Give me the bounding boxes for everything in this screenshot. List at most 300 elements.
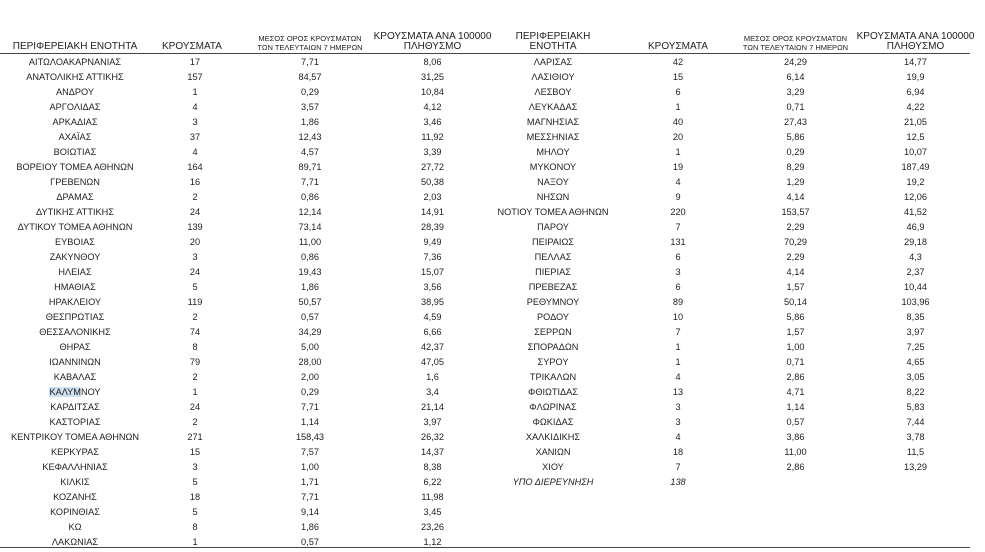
cell-per100k[interactable]: 12,5 — [906, 132, 925, 142]
cell-cases[interactable]: 1 — [192, 387, 198, 397]
cell-avg[interactable]: 3,86 — [786, 432, 805, 442]
cell-cases[interactable]: 4 — [675, 372, 681, 382]
cell-cases[interactable]: 18 — [189, 492, 201, 502]
cell-region[interactable]: ΚΕΦΑΛΛΗΝΙΑΣ — [42, 462, 108, 472]
cell-cases[interactable]: 119 — [187, 297, 203, 307]
cell-avg[interactable]: 0,57 — [301, 537, 319, 547]
cell-cases[interactable]: 79 — [189, 357, 201, 367]
cell-avg[interactable]: 8,29 — [786, 162, 805, 172]
cell-cases[interactable]: 15 — [189, 447, 201, 457]
cell-avg[interactable]: 4,57 — [301, 147, 319, 157]
cell-per100k[interactable]: 8,22 — [906, 387, 925, 397]
cell-region[interactable]: ΚΑΒΑΛΑΣ — [53, 372, 97, 382]
cell-avg[interactable]: 1,14 — [301, 417, 319, 427]
cell-region-highlight: ΚΑΛΥΜ — [49, 387, 81, 397]
cell-cases[interactable]: 10 — [672, 312, 684, 322]
cell-avg[interactable]: 70,29 — [784, 237, 807, 247]
header-cases: ΚΡΟΥΣΜΑΤΑ — [162, 41, 222, 52]
cell-region[interactable]: ΑΧΑΪΑΣ — [58, 132, 92, 142]
cell-region[interactable]: ΝΑΞΟΥ — [537, 177, 569, 187]
table-row — [493, 385, 985, 400]
cell-per100k[interactable]: 4,3 — [909, 252, 922, 262]
cell-cases[interactable]: 15 — [672, 72, 684, 82]
cell-cases[interactable]: 19 — [672, 162, 684, 172]
cell-per100k[interactable]: 27,72 — [421, 162, 444, 172]
cell-avg[interactable]: 84,57 — [298, 72, 322, 82]
cell-avg[interactable]: 7,71 — [301, 402, 319, 412]
table-row — [493, 370, 985, 385]
cell-avg[interactable]: 5,00 — [301, 342, 319, 352]
cell-region[interactable]: ΛΑΚΩΝΙΑΣ — [51, 537, 99, 547]
cell-per100k[interactable]: 6,22 — [423, 477, 442, 487]
cell-cases[interactable]: 3 — [192, 252, 198, 262]
cell-avg[interactable]: 1,57 — [786, 327, 805, 337]
cell-cases[interactable]: 13 — [672, 387, 684, 397]
cell-region[interactable]: ΔΥΤΙΚΟΥ ΤΟΜΕΑ ΑΘΗΝΩΝ — [17, 222, 133, 232]
table-row — [0, 115, 492, 130]
cell-cases[interactable]: 1 — [675, 147, 681, 157]
cell-per100k[interactable]: 47,05 — [421, 357, 444, 367]
table-row — [0, 385, 492, 400]
cell-avg[interactable]: 2,86 — [786, 372, 805, 382]
cell-per100k[interactable]: 3,78 — [906, 432, 925, 442]
cell-avg[interactable]: 1,86 — [301, 117, 319, 127]
table-row — [0, 415, 492, 430]
cell-per100k[interactable]: 7,44 — [906, 417, 925, 427]
cell-avg[interactable]: 0,57 — [786, 417, 805, 427]
cell-cases[interactable]: 3 — [675, 417, 681, 427]
cell-region[interactable]: ΑΝΔΡΟΥ — [55, 87, 94, 97]
cell-cases[interactable]: 3 — [675, 402, 681, 412]
cell-region[interactable]: ΕΥΒΟΙΑΣ — [55, 237, 95, 247]
cell-per100k[interactable]: 19,2 — [906, 177, 925, 187]
cell-per100k[interactable]: 5,83 — [906, 402, 925, 412]
cell-avg[interactable]: 34,29 — [298, 327, 322, 337]
cell-per100k[interactable]: 11,98 — [421, 492, 444, 502]
cell-cases[interactable]: 8 — [192, 342, 198, 352]
table-row — [0, 85, 492, 100]
cell-cases[interactable]: 5 — [192, 282, 198, 292]
cell-region[interactable] — [0, 385, 150, 400]
table-row — [493, 70, 985, 85]
cell-per100k[interactable]: 187,49 — [901, 162, 930, 172]
cell-cases[interactable]: 2 — [192, 192, 198, 202]
cell-region[interactable]: ΧΙΟΥ — [542, 462, 564, 472]
cell-per100k[interactable]: 3,4 — [426, 387, 439, 397]
cell-cases[interactable]: 18 — [672, 447, 684, 457]
cell-region[interactable]: ΜΥΚΟΝΟΥ — [529, 162, 577, 172]
cell-per100k[interactable]: 29,18 — [904, 237, 927, 247]
cell-region[interactable]: ΑΡΚΑΔΙΑΣ — [52, 117, 98, 127]
table-row — [493, 250, 985, 265]
cell-region[interactable]: ΚΑΣΤΟΡΙΑΣ — [49, 417, 101, 427]
cell-avg[interactable]: 1,71 — [301, 477, 319, 487]
cell-per100k[interactable]: 8,38 — [423, 462, 442, 472]
cell-per100k[interactable]: 14,37 — [421, 447, 444, 457]
table-row — [0, 325, 492, 340]
cell-region[interactable]: ΚΩ — [68, 522, 82, 532]
cell-cases[interactable]: 2 — [192, 372, 198, 382]
cell-per100k[interactable]: 4,65 — [906, 357, 925, 367]
cell-region[interactable]: ΗΛΕΙΑΣ — [58, 267, 92, 277]
table-row — [0, 520, 492, 535]
cell-region[interactable]: ΥΠΟ ΔΙΕΡΕΥΝΗΣΗ — [512, 477, 594, 487]
cell-avg[interactable]: 19,43 — [298, 267, 322, 277]
cell-region[interactable]: ΣΕΡΡΩΝ — [534, 327, 572, 337]
cell-region[interactable]: ΧΑΛΚΙΔΙΚΗΣ — [525, 432, 581, 442]
cell-region[interactable]: ΘΗΡΑΣ — [59, 342, 91, 352]
cell-per100k[interactable]: 1,6 — [426, 372, 439, 382]
cell-avg[interactable]: 1,29 — [786, 177, 805, 187]
cell-avg[interactable]: 24,29 — [784, 57, 807, 67]
table-row — [493, 205, 985, 220]
cell-avg[interactable]: 0,86 — [301, 252, 319, 262]
cell-avg[interactable]: 3,29 — [786, 87, 805, 97]
header-avg: ΜΕΣΟΣ ΟΡΟΣ ΚΡΟΥΣΜΑΤΩΝ ΤΩΝ ΤΕΛΕΥΤΑΙΩΝ 7 ΗΜΕΡΩΝ — [257, 34, 363, 52]
cell-avg[interactable]: 1,00 — [301, 462, 319, 472]
cell-avg[interactable]: 1,57 — [786, 282, 805, 292]
cell-region[interactable]: ΜΑΓΝΗΣΙΑΣ — [526, 117, 580, 127]
cell-per100k[interactable]: 7,25 — [906, 342, 925, 352]
cell-avg[interactable]: 11,00 — [784, 447, 807, 457]
cell-per100k[interactable]: 10,07 — [904, 147, 927, 157]
cell-per100k[interactable]: 9,49 — [423, 237, 442, 247]
table-row — [493, 175, 985, 190]
cell-avg[interactable]: 89,71 — [298, 162, 322, 172]
cell-per100k[interactable]: 6,66 — [423, 327, 442, 337]
cell-region[interactable]: ΔΡΑΜΑΣ — [56, 192, 94, 202]
cell-cases[interactable]: 1 — [192, 537, 198, 547]
cell-per100k[interactable]: 2,37 — [906, 267, 925, 277]
cell-per100k[interactable]: 28,39 — [421, 222, 444, 232]
table-row — [0, 475, 492, 490]
table-row — [0, 280, 492, 295]
table-row — [0, 220, 492, 235]
cell-per100k[interactable]: 3,56 — [423, 282, 442, 292]
table-row — [0, 235, 492, 250]
table-row — [0, 55, 492, 70]
cell-per100k[interactable]: 21,05 — [904, 117, 927, 127]
cell-region[interactable]: ΑΝΑΤΟΛΙΚΗΣ ΑΤΤΙΚΗΣ — [26, 72, 124, 82]
cell-avg[interactable]: 2,86 — [786, 462, 805, 472]
cell-region[interactable]: ΣΥΡΟΥ — [537, 357, 569, 367]
cell-avg[interactable]: 27,43 — [784, 117, 807, 127]
cell-per100k[interactable]: 4,22 — [906, 102, 925, 112]
cell-per100k[interactable]: 6,94 — [906, 87, 925, 97]
cell-region[interactable]: ΙΩΑΝΝΙΝΩΝ — [49, 357, 101, 367]
cell-per100k[interactable]: 19,9 — [906, 72, 925, 82]
table-row — [493, 55, 985, 70]
table-row — [0, 505, 492, 520]
cell-avg[interactable]: 158,43 — [295, 432, 325, 442]
cell-cases[interactable]: 6 — [675, 87, 681, 97]
cell-avg[interactable]: 0,29 — [301, 387, 319, 397]
cell-per100k[interactable]: 21,14 — [421, 402, 444, 412]
cell-region[interactable]: ΤΡΙΚΑΛΩΝ — [529, 372, 577, 382]
cell-per100k[interactable]: 15,07 — [421, 267, 444, 277]
cell-cases[interactable]: 4 — [192, 147, 198, 157]
cell-avg[interactable]: 1,14 — [786, 402, 805, 412]
cell-per100k[interactable]: 3,05 — [906, 372, 925, 382]
table-row — [0, 295, 492, 310]
cell-region[interactable]: ΜΕΣΣΗΝΙΑΣ — [526, 132, 580, 142]
cell-avg[interactable]: 0,86 — [301, 192, 319, 202]
cell-avg[interactable]: 2,29 — [786, 222, 805, 232]
header-region-right: ΠΕΡΙΦΕΡΕΙΑΚΗ ΕΝΟΤΗΤΑ — [515, 31, 591, 52]
cell-per100k[interactable]: 3,46 — [423, 117, 442, 127]
cell-region[interactable]: ΘΕΣΣΑΛΟΝΙΚΗΣ — [39, 327, 111, 337]
cell-cases[interactable]: 24 — [189, 207, 201, 217]
cell-cases[interactable]: 2 — [192, 417, 198, 427]
cell-region[interactable]: ΛΑΣΙΘΙΟΥ — [531, 72, 575, 82]
cell-cases[interactable]: 1 — [675, 357, 681, 367]
table-row — [0, 100, 492, 115]
cell-per100k[interactable]: 46,9 — [906, 222, 925, 232]
cell-cases[interactable]: 138 — [670, 477, 686, 487]
cell-region[interactable]: ΚΙΛΚΙΣ — [60, 477, 90, 487]
cell-avg[interactable]: 3,57 — [301, 102, 319, 112]
cell-region[interactable]: ΓΡΕΒΕΝΩΝ — [50, 177, 100, 187]
cell-avg[interactable]: 9,14 — [301, 507, 319, 517]
table-row — [493, 460, 985, 475]
table-row — [0, 265, 492, 280]
cell-avg[interactable]: 12,14 — [298, 207, 322, 217]
cell-region[interactable]: ΠΑΡΟΥ — [537, 222, 569, 232]
cell-cases[interactable]: 131 — [670, 237, 686, 247]
cell-region[interactable]: ΦΘΙΩΤΙΔΑΣ — [527, 387, 578, 397]
cell-avg[interactable]: 6,14 — [786, 72, 805, 82]
cell-region[interactable]: ΝΟΤΙΟΥ ΤΟΜΕΑ ΑΘΗΝΩΝ — [497, 207, 609, 217]
cell-cases[interactable]: 89 — [672, 297, 684, 307]
cell-per100k[interactable]: 11,92 — [421, 132, 444, 142]
cell-cases[interactable]: 5 — [192, 507, 198, 517]
table-row — [493, 280, 985, 295]
cell-region[interactable]: ΠΕΛΛΑΣ — [534, 252, 572, 262]
cell-region[interactable]: ΑΡΓΟΛΙΔΑΣ — [49, 102, 101, 112]
cell-region[interactable]: ΝΗΣΩΝ — [536, 192, 570, 202]
cell-cases[interactable]: 20 — [189, 237, 201, 247]
cell-avg[interactable]: 1,86 — [301, 282, 319, 292]
cell-avg[interactable]: 0,29 — [301, 87, 319, 97]
cell-cases[interactable]: 40 — [672, 117, 684, 127]
table-row — [493, 145, 985, 160]
table-row — [493, 115, 985, 130]
cell-cases[interactable]: 139 — [187, 222, 203, 232]
cell-region[interactable]: ΡΟΔΟΥ — [536, 312, 569, 322]
cell-per100k[interactable]: 41,52 — [904, 207, 927, 217]
table-row — [0, 190, 492, 205]
cell-region[interactable]: ΔΥΤΙΚΗΣ ΑΤΤΙΚΗΣ — [36, 207, 114, 217]
table-row — [493, 130, 985, 145]
cell-per100k[interactable]: 3,97 — [906, 327, 925, 337]
cell-cases[interactable]: 7 — [675, 462, 681, 472]
cell-cases[interactable]: 4 — [675, 177, 681, 187]
cell-cases[interactable]: 7 — [675, 222, 681, 232]
cell-region[interactable]: ΠΙΕΡΙΑΣ — [535, 267, 571, 277]
cell-avg[interactable]: 28,00 — [298, 357, 322, 367]
cell-region[interactable]: ΠΡΕΒΕΖΑΣ — [528, 282, 578, 292]
cell-region[interactable]: ΣΠΟΡΑΔΩΝ — [527, 342, 579, 352]
cell-cases[interactable]: 4 — [192, 102, 198, 112]
table-row — [0, 250, 492, 265]
cell-avg[interactable]: 4,14 — [786, 192, 805, 202]
cell-cases[interactable]: 74 — [189, 327, 201, 337]
cell-avg[interactable]: 4,71 — [786, 387, 805, 397]
cell-avg[interactable]: 0,29 — [786, 147, 805, 157]
cell-per100k[interactable]: 10,44 — [904, 282, 927, 292]
cell-region[interactable]: ΒΟΙΩΤΙΑΣ — [53, 147, 97, 157]
cell-per100k[interactable]: 8,35 — [906, 312, 925, 322]
cell-avg[interactable]: 12,43 — [298, 132, 322, 142]
table-row — [493, 295, 985, 310]
cell-avg[interactable]: 7,71 — [301, 57, 319, 67]
cell-region[interactable]: ΚΕΡΚΥΡΑΣ — [51, 447, 99, 457]
cell-region[interactable]: ΜΗΛΟΥ — [536, 147, 570, 157]
table-row — [493, 160, 985, 175]
cell-cases[interactable]: 1 — [675, 102, 681, 112]
table-row — [0, 355, 492, 370]
cell-region[interactable]: ΚΟΡΙΝΘΙΑΣ — [50, 507, 100, 517]
cell-cases[interactable]: 8 — [192, 522, 198, 532]
cell-region[interactable]: ΗΡΑΚΛΕΙΟΥ — [48, 297, 102, 307]
cell-cases[interactable]: 1 — [675, 342, 681, 352]
cell-cases[interactable]: 157 — [187, 72, 203, 82]
cell-per100k[interactable]: 103,96 — [901, 297, 930, 307]
cell-region[interactable]: ΦΛΩΡΙΝΑΣ — [529, 402, 577, 412]
cell-region[interactable]: ΚΕΝΤΡΙΚΟΥ ΤΟΜΕΑ ΑΘΗΝΩΝ — [10, 432, 140, 442]
cell-cases[interactable]: 16 — [189, 177, 201, 187]
cell-avg[interactable]: 7,57 — [301, 447, 319, 457]
cell-per100k[interactable]: 3,45 — [423, 507, 442, 517]
cell-per100k[interactable]: 1,12 — [423, 537, 442, 547]
cell-avg[interactable]: 1,86 — [301, 522, 319, 532]
table-row — [493, 475, 985, 490]
cell-cases[interactable]: 9 — [675, 192, 681, 202]
table-row — [0, 175, 492, 190]
cell-avg[interactable]: 5,86 — [786, 312, 805, 322]
cell-cases[interactable]: 3 — [192, 117, 198, 127]
cell-per100k[interactable]: 31,25 — [421, 72, 444, 82]
cell-per100k[interactable]: 13,29 — [904, 462, 927, 472]
table-row — [0, 340, 492, 355]
cell-avg[interactable]: 153,57 — [781, 207, 810, 217]
cell-cases[interactable]: 24 — [189, 402, 201, 412]
cell-per100k[interactable]: 11,5 — [906, 447, 925, 457]
header-region: ΠΕΡΙΦΕΡΕΙΑΚΗ ΕΝΟΤΗΤΑ — [12, 41, 138, 52]
table-row — [493, 190, 985, 205]
cell-region[interactable]: ΒΟΡΕΙΟΥ ΤΟΜΕΑ ΑΘΗΝΩΝ — [16, 162, 134, 172]
cell-avg[interactable]: 2,00 — [301, 372, 319, 382]
cell-per100k[interactable]: 14,77 — [904, 57, 927, 67]
cell-cases[interactable]: 42 — [672, 57, 684, 67]
cell-region[interactable]: ΠΕΙΡΑΙΩΣ — [532, 237, 574, 247]
cell-region[interactable]: ΖΑΚΥΝΘΟΥ — [49, 252, 101, 262]
cell-cases[interactable]: 5 — [192, 477, 198, 487]
cell-cases[interactable]: 220 — [670, 207, 686, 217]
table-row — [0, 130, 492, 145]
cell-avg[interactable]: 0,71 — [786, 357, 805, 367]
cell-per100k[interactable]: 12,06 — [904, 192, 927, 202]
cell-per100k[interactable]: 3,39 — [423, 147, 442, 157]
cell-region[interactable]: ΚΟΖΑΝΗΣ — [53, 492, 97, 502]
cell-cases[interactable]: 6 — [675, 252, 681, 262]
cell-region[interactable]: ΘΕΣΠΡΩΤΙΑΣ — [45, 312, 105, 322]
cell-avg[interactable]: 7,71 — [301, 492, 319, 502]
table-row — [0, 160, 492, 175]
cell-per100k[interactable]: 10,84 — [421, 87, 444, 97]
header-per100k: ΚΡΟΥΣΜΑΤΑ ΑΝΑ 100000 ΠΛΗΘΥΣΜΟ — [373, 31, 492, 52]
cell-per100k[interactable]: 2,03 — [423, 192, 442, 202]
cell-avg[interactable]: 50,57 — [298, 297, 322, 307]
cell-avg[interactable]: 0,57 — [301, 312, 319, 322]
table-row — [0, 310, 492, 325]
cell-cases[interactable]: 1 — [192, 87, 198, 97]
cell-cases[interactable]: 271 — [187, 432, 203, 442]
cell-cases[interactable]: 6 — [675, 282, 681, 292]
cell-cases[interactable]: 3 — [192, 462, 198, 472]
cell-region[interactable]: ΗΜΑΘΙΑΣ — [54, 282, 96, 292]
cell-per100k[interactable]: 50,38 — [421, 177, 444, 187]
cell-cases[interactable]: 17 — [189, 57, 201, 67]
cell-region[interactable]: ΛΕΥΚΑΔΑΣ — [528, 102, 578, 112]
cell-per100k[interactable]: 14,91 — [421, 207, 444, 217]
cell-cases[interactable]: 3 — [675, 267, 681, 277]
cell-region[interactable]: ΛΑΡΙΣΑΣ — [533, 57, 573, 67]
cell-per100k[interactable]: 26,32 — [421, 432, 444, 442]
cell-region[interactable]: ΑΙΤΩΛΟΑΚΑΡΝΑΝΙΑΣ — [28, 57, 122, 67]
cell-region-rest: ΝΟΥ — [80, 387, 101, 397]
table-row — [0, 445, 492, 460]
cell-per100k[interactable]: 4,12 — [423, 102, 442, 112]
table-row — [0, 205, 492, 220]
cell-per100k[interactable]: 7,36 — [423, 252, 442, 262]
cell-avg[interactable]: 4,14 — [786, 267, 805, 277]
cell-avg[interactable]: 5,86 — [786, 132, 805, 142]
cell-avg[interactable]: 1,00 — [786, 342, 805, 352]
cell-avg[interactable]: 0,71 — [786, 102, 805, 112]
cell-cases[interactable]: 37 — [189, 132, 201, 142]
cell-per100k[interactable]: 3,97 — [423, 417, 442, 427]
cell-region[interactable]: ΛΕΣΒΟΥ — [534, 87, 572, 97]
cell-per100k[interactable]: 4,59 — [423, 312, 442, 322]
cell-cases[interactable]: 2 — [192, 312, 198, 322]
cell-cases[interactable]: 7 — [675, 327, 681, 337]
cell-avg[interactable]: 7,71 — [301, 177, 319, 187]
cell-avg[interactable]: 50,14 — [784, 297, 807, 307]
cell-avg[interactable]: 73,14 — [298, 222, 322, 232]
cell-per100k[interactable]: 23,26 — [421, 522, 444, 532]
cell-cases[interactable]: 164 — [187, 162, 203, 172]
cell-cases[interactable]: 24 — [189, 267, 201, 277]
cell-cases[interactable]: 20 — [672, 132, 684, 142]
cell-avg[interactable]: 2,29 — [786, 252, 805, 262]
table-row — [493, 85, 985, 100]
cell-region[interactable]: ΚΑΡΔΙΤΣΑΣ — [50, 402, 100, 412]
cell-region[interactable]: ΧΑΝΙΩΝ — [535, 447, 571, 457]
cell-per100k[interactable]: 42,37 — [421, 342, 444, 352]
cell-cases[interactable]: 4 — [675, 432, 681, 442]
cell-region[interactable]: ΦΩΚΙΔΑΣ — [532, 417, 574, 427]
table-row — [0, 430, 492, 445]
cell-per100k[interactable]: 8,06 — [423, 57, 442, 67]
table-row — [0, 490, 492, 505]
cell-per100k[interactable]: 38,95 — [421, 297, 444, 307]
table-row — [493, 265, 985, 280]
table-row — [0, 400, 492, 415]
cell-avg[interactable]: 11,00 — [298, 237, 322, 247]
table-row — [0, 460, 492, 475]
cell-region[interactable]: ΡΕΘΥΜΝΟΥ — [526, 297, 580, 307]
